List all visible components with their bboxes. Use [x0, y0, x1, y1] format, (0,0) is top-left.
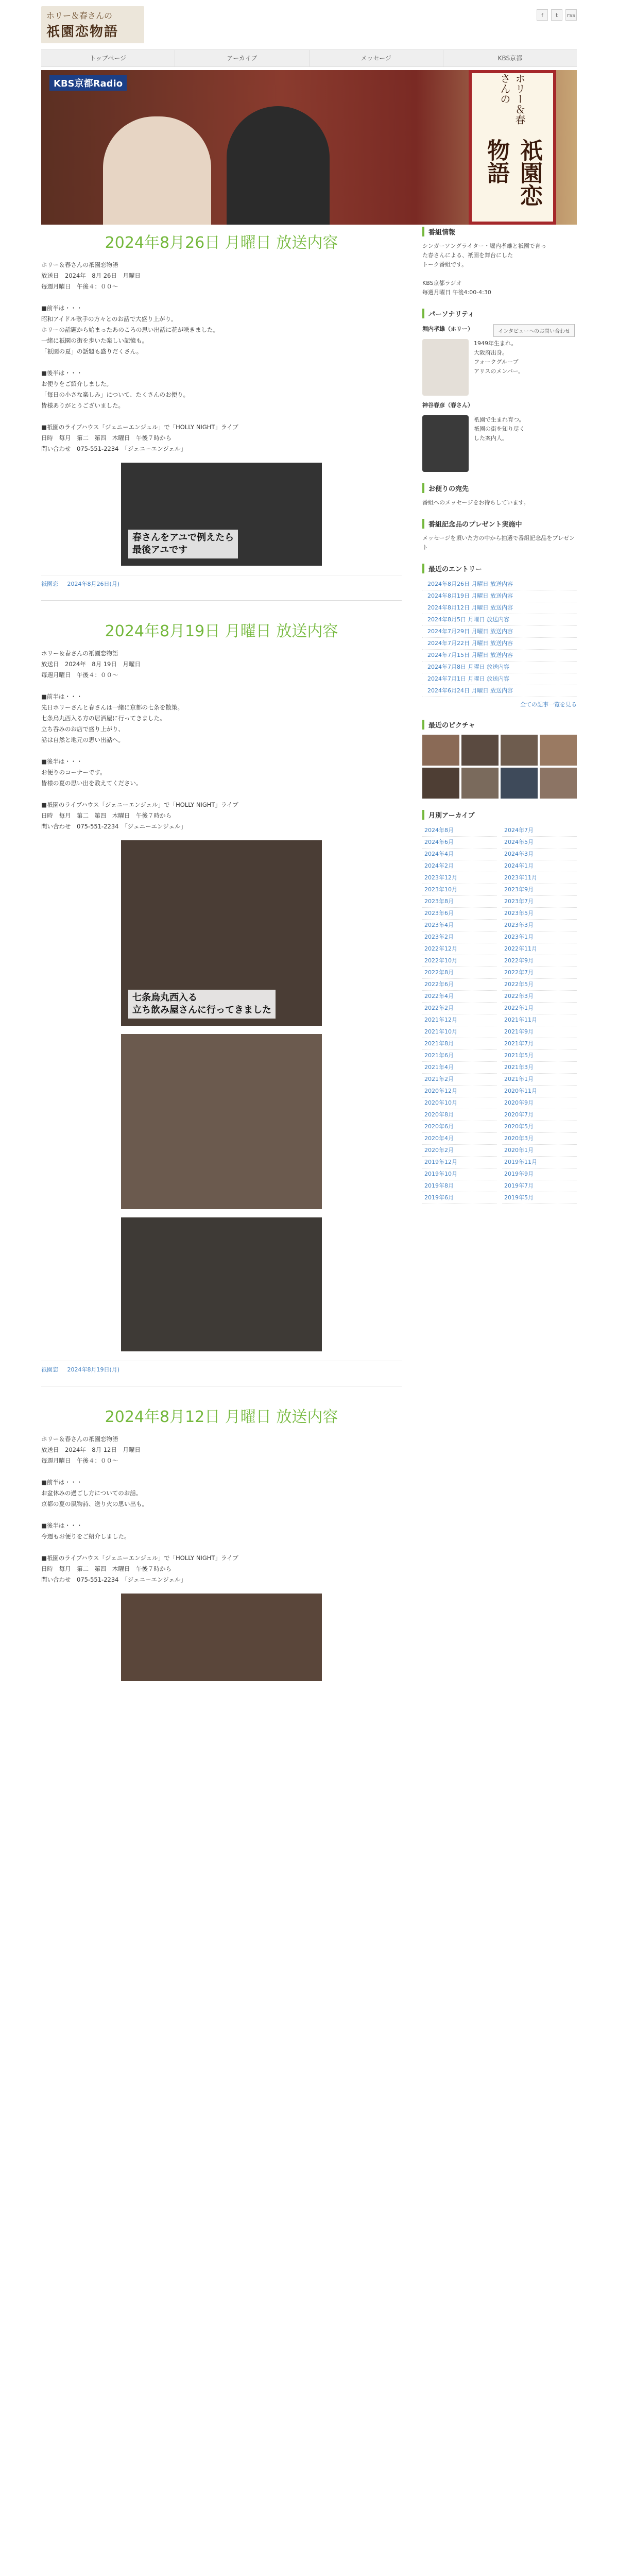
archive-month-link[interactable]: 2019年7月 [502, 1180, 577, 1192]
hero-photo-holly [103, 116, 211, 225]
archive-month-link[interactable]: 2021年2月 [422, 1074, 497, 1086]
photo-thumb[interactable] [461, 735, 499, 766]
program-info [422, 227, 577, 297]
photo-thumbnails [422, 735, 577, 799]
photo-caption: 春さんをアユで例えたら 最後アユです [128, 530, 238, 558]
post-photo[interactable] [121, 1594, 322, 1681]
logo-line-2: 祇園恋物語 [46, 24, 119, 40]
archive-month-link[interactable]: 2020年7月 [502, 1109, 577, 1121]
archive-month-link[interactable]: 2019年6月 [422, 1192, 497, 1204]
archive-month-link[interactable]: 2022年2月 [422, 1003, 497, 1014]
archive-month-link[interactable]: 2020年2月 [422, 1145, 497, 1157]
post-category-link[interactable]: 祇園恋 [41, 581, 58, 587]
nav-message[interactable]: メッセージ [310, 50, 443, 66]
nav-kbs[interactable]: KBS京都 [497, 55, 523, 62]
photo-thumb[interactable] [540, 768, 577, 799]
archive-month-link[interactable]: 2019年12月 [422, 1157, 497, 1168]
present-text: メッセージを頂いた方の中から抽選で番組記念品をプレゼント [422, 535, 575, 551]
post-body [41, 260, 402, 454]
post [41, 618, 402, 1386]
personality-2-photo [422, 415, 469, 472]
entry-link[interactable]: 2024年8月19日 月曜日 放送内容 [422, 590, 577, 602]
archive-month-link[interactable]: 2024年6月 [422, 837, 497, 849]
personality-1-text: 1949年生まれ。 大阪府出身。 フォークグループ アリスのメンバー。 [474, 340, 524, 375]
inquiry-button[interactable]: インタビューへのお問い合わせ [493, 324, 575, 337]
personality-1-name: 堀内孝雄（ホリー） [422, 326, 473, 332]
nav-top[interactable]: トップページ [41, 50, 175, 66]
photo-thumb[interactable] [422, 768, 459, 799]
archive-month-link[interactable]: 2021年10月 [422, 1026, 497, 1038]
post [41, 1404, 402, 1693]
mail-box [422, 483, 577, 507]
archive-month-link[interactable]: 2019年11月 [502, 1157, 577, 1168]
archive-month-link[interactable]: 2021年7月 [502, 1038, 577, 1050]
recent-entries [422, 564, 577, 708]
archive-month-link[interactable]: 2021年11月 [502, 1014, 577, 1026]
archive-month-link[interactable]: 2022年10月 [422, 955, 497, 967]
present-box [422, 519, 577, 552]
page [41, 0, 577, 2576]
mail-text[interactable]: 番組へのメッセージをお待ちしています。 [422, 499, 529, 506]
archive-month-link[interactable]: 2020年11月 [502, 1086, 577, 1097]
archive-month-link[interactable]: 2022年11月 [502, 943, 577, 955]
hero-banner [41, 70, 577, 225]
archive-month-link[interactable]: 2020年4月 [422, 1133, 497, 1145]
sidebar-heading: 月別アーカイブ [422, 810, 577, 820]
archive-month-link[interactable]: 2022年5月 [502, 979, 577, 991]
program-info-text: シンガーソングライター・堀内孝雄と祇園で育っ た春さんによる、祇園を舞台にした トーク番組です。 KBS京都ラジオ 毎週月曜日 午後4:00-4:30 [422, 243, 546, 296]
archive-month-link[interactable]: 2024年1月 [502, 860, 577, 872]
archive-month-link[interactable]: 2023年12月 [422, 872, 497, 884]
archive-month-link[interactable]: 2021年6月 [422, 1050, 497, 1062]
sidebar-heading: 番組情報 [422, 227, 577, 236]
photo-thumb[interactable] [461, 768, 499, 799]
post-body [41, 1434, 402, 1585]
archive-month-link[interactable]: 2024年2月 [422, 860, 497, 872]
archive-month-link[interactable]: 2024年3月 [502, 849, 577, 860]
global-nav [41, 49, 577, 67]
recent-photos [422, 720, 577, 799]
entry-link[interactable]: 2024年7月15日 月曜日 放送内容 [422, 650, 577, 662]
archive-month-link[interactable]: 2022年3月 [502, 991, 577, 1003]
post-title[interactable]: 2024年8月26日 月曜日 放送内容 [105, 234, 338, 252]
archive-month-link[interactable]: 2023年2月 [422, 931, 497, 943]
archive-month-link[interactable]: 2021年8月 [422, 1038, 497, 1050]
photo-caption: 七条烏丸西入る 立ち飲み屋さんに行ってきました [128, 990, 276, 1019]
archive-month-link[interactable]: 2023年8月 [422, 896, 497, 908]
archive-month-link[interactable]: 2023年9月 [502, 884, 577, 896]
hero-photo-haru [227, 106, 330, 225]
archive-month-link[interactable]: 2024年8月 [422, 825, 497, 837]
personality-box [422, 309, 577, 472]
kbs-badge: KBS京都Radio [49, 75, 127, 91]
post-category-link[interactable]: 祇園恋 [41, 1366, 58, 1373]
sidebar-heading: 最近のピクチャ [422, 720, 577, 730]
archive-month-link[interactable]: 2020年9月 [502, 1097, 577, 1109]
archive-month-link[interactable]: 2023年7月 [502, 896, 577, 908]
post-meta [41, 1361, 402, 1374]
entry-link[interactable]: 2024年7月8日 月曜日 放送内容 [422, 662, 577, 673]
archive-month-link[interactable]: 2020年8月 [422, 1109, 497, 1121]
sidebar-heading: 最近のエントリー [422, 564, 577, 573]
entry-link[interactable]: 2024年8月12日 月曜日 放送内容 [422, 602, 577, 614]
entry-link[interactable]: 2024年7月1日 月曜日 放送内容 [422, 673, 577, 685]
entry-link[interactable]: 2024年6月24日 月曜日 放送内容 [422, 685, 577, 697]
archive-month-link[interactable]: 2020年5月 [502, 1121, 577, 1133]
post-photo[interactable] [121, 1217, 322, 1351]
sidebar [422, 227, 577, 1215]
archive-month-link[interactable]: 2023年10月 [422, 884, 497, 896]
post-title[interactable]: 2024年8月12日 月曜日 放送内容 [105, 1408, 338, 1426]
twitter-icon[interactable]: t [551, 9, 562, 21]
archive-month-link[interactable]: 2022年4月 [422, 991, 497, 1003]
archive-month-link[interactable]: 2023年1月 [502, 931, 577, 943]
archive-month-link[interactable]: 2023年4月 [422, 920, 497, 931]
post-text: ホリー＆春さんの祇園恋物語 放送日 2024年 8月 12日 月曜日 毎週月曜日 午後４：００〜 ■前半は・・・ お盆休みの過ごし方についてのお話。 京都の夏の風物詩、送り火の思い出も。 ■後半は・・・ 今週もお便りをご紹介しました。 ■祇園のライブハウス「ジェニーエンジェル」で「HOLLY NIGHT」ライブ 日時 毎月 第二 第四 木曜日 午後７時から 問い合わせ 075-551-2234 「ジェニーエンジェル」 [41, 1435, 238, 1583]
archive-month-link[interactable]: 2019年8月 [422, 1180, 497, 1192]
archive-month-link[interactable]: 2020年12月 [422, 1086, 497, 1097]
photo-thumb[interactable] [501, 735, 538, 766]
archive-month-link[interactable]: 2022年12月 [422, 943, 497, 955]
archive-month-link[interactable]: 2021年4月 [422, 1062, 497, 1074]
entry-link[interactable]: 2024年7月29日 月曜日 放送内容 [422, 626, 577, 638]
site-logo[interactable] [41, 6, 144, 43]
personality-1 [422, 339, 577, 396]
post-text: ホリー＆春さんの祇園恋物語 放送日 2024年 8月 19日 月曜日 毎週月曜日 午後４：００〜 ■前半は・・・ 先日ホリーさんと春さんは一緒に京都の七条を散策。 七条烏丸西入る方の居酒屋に行ってきました。 立ち呑みのお店で盛り上がり、 話は自然と地元の思い出話へ。 ■後半は・・・ お便りのコーナーです。 皆様の夏の思い出を教えてください。 ■祇園のライブハウス「ジェニーエンジェル」で「HOLLY NIGHT」ライブ 日時 毎月 第二 第四 木曜日 午後７時から 問い合わせ 075-551-2234 「ジェニーエンジェル」 [41, 650, 238, 830]
archive-month-link[interactable]: 2023年6月 [422, 908, 497, 920]
archive-month-link[interactable]: 2019年9月 [502, 1168, 577, 1180]
post-date: 2024年8月19日(月) [67, 1366, 120, 1373]
post-photo[interactable] [121, 840, 322, 1026]
main-column [41, 227, 402, 1711]
archive-month-link[interactable]: 2019年10月 [422, 1168, 497, 1180]
post-body [41, 648, 402, 832]
personality-2-text: 祇園で生まれ育つ。 祇園の街を知り尽く した案内人。 [474, 416, 525, 442]
personality-2-name: 神谷春彦（春さん） [422, 402, 473, 409]
nav-archive[interactable]: アーカイブ [175, 50, 309, 66]
post-meta [41, 575, 402, 588]
archive-month-link[interactable]: 2022年1月 [502, 1003, 577, 1014]
rss-icon[interactable]: rss [565, 9, 577, 21]
archive-month-link[interactable]: 2019年5月 [502, 1192, 577, 1204]
personality-1-photo [422, 339, 469, 396]
monthly-archive [422, 810, 577, 1204]
archive-month-link[interactable]: 2021年5月 [502, 1050, 577, 1062]
archive-month-link[interactable]: 2021年9月 [502, 1026, 577, 1038]
entry-link[interactable]: 2024年8月5日 月曜日 放送内容 [422, 614, 577, 626]
sidebar-heading: 番組記念品のプレゼント実施中 [422, 519, 577, 529]
entry-link[interactable]: 2024年7月22日 月曜日 放送内容 [422, 638, 577, 650]
archive-list [422, 825, 577, 1204]
hero-title-card [469, 70, 556, 225]
photo-thumb[interactable] [501, 768, 538, 799]
archive-month-link[interactable]: 2023年3月 [502, 920, 577, 931]
archive-month-link[interactable]: 2020年10月 [422, 1097, 497, 1109]
archive-month-link[interactable]: 2024年7月 [502, 825, 577, 837]
post-photo[interactable] [121, 1034, 322, 1209]
archive-month-link[interactable]: 2021年1月 [502, 1074, 577, 1086]
entries-more-link[interactable]: 全ての記事一覧を見る [520, 701, 577, 708]
logo-line-1: ホリー＆春さんの [46, 11, 113, 21]
archive-month-link[interactable]: 2022年9月 [502, 955, 577, 967]
archive-month-link[interactable]: 2022年6月 [422, 979, 497, 991]
post-text: ホリー＆春さんの祇園恋物語 放送日 2024年 8月 26日 月曜日 毎週月曜日 午後４：００〜 ■前半は・・・ 昭和アイドル歌手の方々とのお話で大盛り上がり。 ホリーの話題から始まったあのころの思い出話に花が咲きました。 一緒に祇園の街を歩いた楽しい記憶も。 「祇園の夏」の話題も盛りだくさん。 ■後半は・・・ お便りをご紹介しました。 「毎日の小さな楽しみ」について、たくさんのお便り。 皆様ありがとうございました。 ■祇園のライブハウス「ジェニーエンジェル」で「HOLLY NIGHT」ライブ 日時 毎月 第二 第四 木曜日 午後７時から 問い合わせ 075-551-2234 「ジェニーエンジェル」 [41, 261, 238, 452]
archive-month-link[interactable]: 2020年6月 [422, 1121, 497, 1133]
archive-month-link[interactable]: 2020年1月 [502, 1145, 577, 1157]
post-date: 2024年8月26日(月) [67, 581, 120, 587]
photo-thumb[interactable] [540, 735, 577, 766]
archive-month-link[interactable]: 2021年3月 [502, 1062, 577, 1074]
hero-subtitle: ホリー＆春さんの [499, 73, 526, 125]
archive-month-link[interactable]: 2024年5月 [502, 837, 577, 849]
sidebar-heading: パーソナリティ [422, 309, 577, 318]
post-title[interactable]: 2024年8月19日 月曜日 放送内容 [105, 622, 338, 640]
archive-month-link[interactable]: 2022年8月 [422, 967, 497, 979]
personality-2 [422, 415, 577, 472]
archive-month-link[interactable]: 2020年3月 [502, 1133, 577, 1145]
post [41, 230, 402, 601]
sns-links [537, 9, 577, 21]
archive-month-link[interactable]: 2022年7月 [502, 967, 577, 979]
archive-month-link[interactable]: 2024年4月 [422, 849, 497, 860]
archive-month-link[interactable]: 2023年11月 [502, 872, 577, 884]
photo-thumb[interactable] [422, 735, 459, 766]
entry-link[interactable]: 2024年8月26日 月曜日 放送内容 [422, 579, 577, 590]
post-photo[interactable] [121, 463, 322, 566]
archive-month-link[interactable]: 2023年5月 [502, 908, 577, 920]
hero-title: 祇園恋物語 [483, 139, 542, 207]
site-header [41, 0, 577, 49]
sidebar-heading: お便りの宛先 [422, 483, 577, 493]
facebook-icon[interactable]: f [537, 9, 548, 21]
archive-month-link[interactable]: 2021年12月 [422, 1014, 497, 1026]
